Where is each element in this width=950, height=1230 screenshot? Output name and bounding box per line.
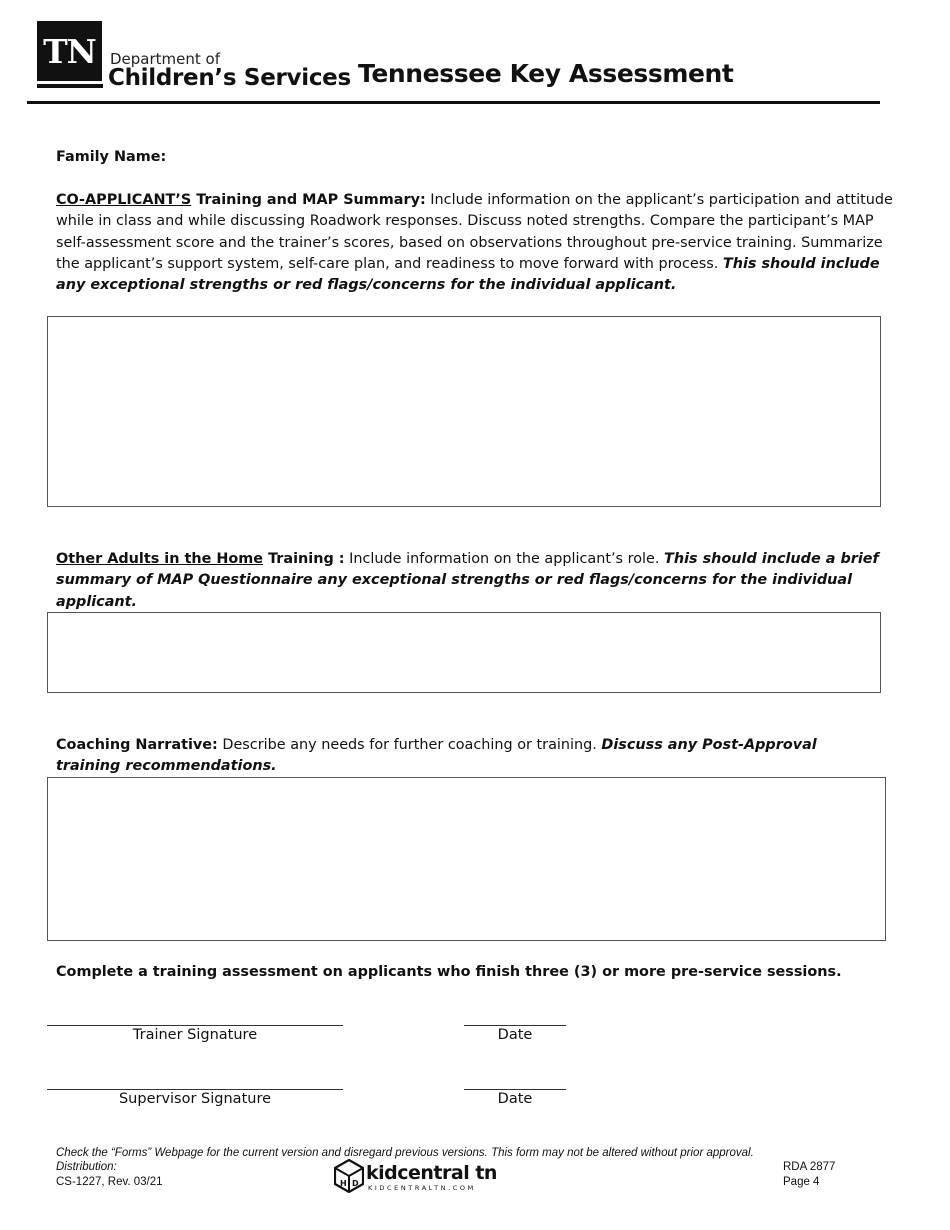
trainer-date-line[interactable] bbox=[464, 1025, 566, 1026]
department-name: Children’s Services bbox=[108, 65, 351, 91]
kidcentral-url: KIDCENTRALTN.COM bbox=[368, 1184, 476, 1192]
form-number: CS-1227, Rev. 03/21 bbox=[56, 1176, 163, 1188]
svg-text:D: D bbox=[352, 1179, 359, 1188]
logo-underline bbox=[37, 84, 103, 88]
other-adults-emphasis: This should include a brief summary of MAP Questionnaire any exceptional strengths or red flags/concerns for the individual applicant. bbox=[56, 551, 879, 610]
co-applicant-heading: CO-APPLICANT’S bbox=[56, 192, 192, 208]
supervisor-date-line[interactable] bbox=[464, 1089, 566, 1090]
kidcentral-name: kidcentral tn bbox=[366, 1162, 497, 1184]
completion-note: Complete a training assessment on applicants who finish three (3) or more pre-service sessions. bbox=[56, 964, 842, 980]
page-title: Tennessee Key Assessment bbox=[358, 59, 734, 88]
header-divider bbox=[27, 101, 880, 104]
svg-text:H: H bbox=[340, 1179, 347, 1188]
coaching-instructions bbox=[56, 735, 886, 778]
supervisor-signature-label: Supervisor Signature bbox=[118, 1091, 272, 1107]
coaching-narrative-field[interactable] bbox=[47, 777, 886, 941]
kidcentral-cube-icon bbox=[334, 1159, 364, 1193]
co-applicant-instructions bbox=[56, 190, 896, 296]
trainer-date-label: Date bbox=[497, 1027, 533, 1043]
co-applicant-text: Include information on the applicant’s participation and attitude while in class and while discussing Roadwork responses. Discuss noted strengths. Compare the participant’s MAP self-assessment score and the trainer’s scores, based on observations throughout pre-service training. Summarize the applicant’s support system, self-care plan, and readiness to move forward with process. bbox=[56, 192, 893, 272]
other-adults-heading-rest: Training : bbox=[263, 551, 345, 567]
trainer-signature-line[interactable] bbox=[47, 1025, 343, 1026]
other-adults-heading: Other Adults in the Home bbox=[56, 551, 264, 567]
coaching-emphasis: Discuss any Post-Approval training recommendations. bbox=[56, 737, 817, 775]
other-adults-text: Include information on the applicant’s role. bbox=[344, 551, 665, 567]
co-applicant-summary-field[interactable] bbox=[47, 316, 881, 507]
distribution-label: Distribution: bbox=[56, 1161, 117, 1173]
department-of-label: Department of bbox=[110, 50, 220, 68]
co-applicant-emphasis: This should include any exceptional strengths or red flags/concerns for the individual applicant. bbox=[56, 255, 880, 294]
forms-notice: Check the “Forms” Webpage for the current version and disregard previous versions. This form may not be altered without prior approval. bbox=[56, 1147, 754, 1159]
supervisor-signature-line[interactable] bbox=[47, 1089, 343, 1090]
rda-number: RDA 2877 bbox=[783, 1161, 836, 1173]
supervisor-date-label: Date bbox=[497, 1091, 533, 1107]
coaching-text: Describe any needs for further coaching or training. bbox=[217, 737, 602, 753]
trainer-signature-label: Trainer Signature bbox=[132, 1027, 258, 1043]
other-adults-field[interactable] bbox=[47, 612, 881, 693]
page-number: Page 4 bbox=[783, 1176, 820, 1188]
family-name-label: Family Name: bbox=[56, 149, 167, 165]
coaching-heading: Coaching Narrative: bbox=[56, 737, 218, 753]
other-adults-instructions bbox=[56, 549, 886, 613]
tn-logo: TN bbox=[37, 21, 102, 81]
co-applicant-heading-rest: Training and MAP Summary: bbox=[191, 192, 426, 208]
